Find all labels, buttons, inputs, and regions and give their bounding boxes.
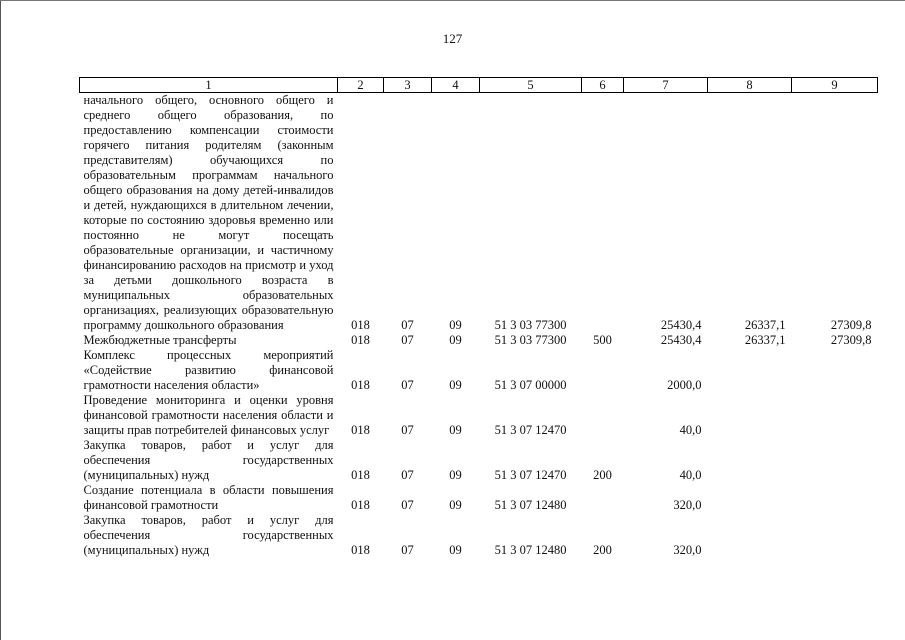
cell-razdel: 07 [401, 498, 414, 512]
row-name: Создание потенциала в области повышения финансовой грамотности [83, 483, 334, 512]
cell-amount-3: 27309,8 [830, 333, 872, 347]
table-row [80, 333, 878, 348]
column-header: 4 [432, 78, 480, 93]
cell-razdel: 07 [401, 468, 414, 482]
column-header: 2 [338, 78, 384, 93]
page-left-edge [0, 0, 1, 640]
cell-target-article: 51 3 07 12470 [494, 468, 567, 482]
row-name: Закупка товаров, работ и услуг для обеспечения государственных (муниципальных) нужд [83, 438, 334, 482]
cell-glava: 018 [351, 543, 370, 557]
cell-amount-3 [792, 513, 878, 558]
cell-amount-3 [792, 483, 878, 513]
budget-table [79, 77, 878, 558]
cell-target-article: 51 3 07 12470 [494, 423, 567, 437]
cell-glava: 018 [351, 318, 370, 332]
column-header: 8 [708, 78, 792, 93]
cell-glava: 018 [351, 333, 370, 347]
column-header: 7 [624, 78, 708, 93]
cell-amount-1: 320,0 [673, 498, 702, 512]
page-top-edge [0, 0, 905, 1]
column-header: 3 [384, 78, 432, 93]
row-name: Межбюджетные трансферты [83, 333, 237, 347]
cell-expense-type: 200 [593, 468, 612, 482]
cell-podrazdel: 09 [449, 423, 462, 437]
row-name: Комплекс процессных мероприятий «Содействие развитию финансовой грамотности населения области» [83, 348, 334, 392]
cell-amount-2 [708, 393, 792, 438]
row-name: Закупка товаров, работ и услуг для обеспечения государственных (муниципальных) нужд [83, 513, 334, 557]
cell-glava: 018 [351, 468, 370, 482]
cell-glava: 018 [351, 498, 370, 512]
cell-razdel: 07 [401, 318, 414, 332]
row-name: Проведение мониторинга и оценки уровня финансовой грамотности населения области и защиты прав потребителей финансовых услуг [83, 393, 334, 437]
cell-expense-type [582, 348, 624, 393]
cell-expense-type [582, 393, 624, 438]
cell-target-article: 51 3 07 12480 [494, 498, 567, 512]
cell-amount-2: 26337,1 [744, 318, 786, 332]
page-number: 127 [442, 31, 463, 46]
cell-expense-type [582, 483, 624, 513]
cell-podrazdel: 09 [449, 543, 462, 557]
cell-razdel: 07 [401, 378, 414, 392]
cell-podrazdel: 09 [449, 333, 462, 347]
cell-expense-type [582, 93, 624, 334]
cell-amount-3 [792, 393, 878, 438]
cell-target-article: 51 3 07 00000 [494, 378, 567, 392]
table-row [80, 483, 878, 513]
cell-amount-2 [708, 483, 792, 513]
table-row [80, 513, 878, 558]
cell-podrazdel: 09 [449, 498, 462, 512]
cell-podrazdel: 09 [449, 378, 462, 392]
cell-podrazdel: 09 [449, 318, 462, 332]
cell-target-article: 51 3 03 77300 [494, 318, 567, 332]
cell-razdel: 07 [401, 333, 414, 347]
column-header: 1 [80, 78, 338, 93]
cell-amount-3 [792, 348, 878, 393]
column-header: 5 [480, 78, 582, 93]
column-header: 6 [582, 78, 624, 93]
column-header-row [80, 78, 878, 93]
cell-expense-type: 500 [593, 333, 612, 347]
cell-amount-1: 40,0 [679, 423, 702, 437]
cell-amount-2 [708, 438, 792, 483]
cell-amount-1: 25430,4 [660, 333, 702, 347]
cell-podrazdel: 09 [449, 468, 462, 482]
cell-amount-2 [708, 348, 792, 393]
row-name: начального общего, основного общего и среднего общего образования, по предоставлению компенсации стоимости горячего питания родителям (законным представителям) обучающихся по образовательным программам начального общего образования на дому детей-инвалидов и детей, нуждающихся в длительном лечении, которые по состоянию здоровья временно или постоянно не могут посещать образовательные организации, и частичному финансированию расходов на присмотр и уход за детьми дошкольного возраста в муниципальных образовательных организациях, реализующих образовательную программу дошкольного образования [83, 93, 334, 332]
cell-glava: 018 [351, 378, 370, 392]
cell-target-article: 51 3 03 77300 [494, 333, 567, 347]
cell-amount-1: 320,0 [673, 543, 702, 557]
column-header: 9 [792, 78, 878, 93]
cell-amount-1: 25430,4 [660, 318, 702, 332]
table-row [80, 438, 878, 483]
table-row [80, 348, 878, 393]
table-row [80, 393, 878, 438]
cell-glava: 018 [351, 423, 370, 437]
cell-razdel: 07 [401, 423, 414, 437]
cell-amount-1: 40,0 [679, 468, 702, 482]
cell-amount-1: 2000,0 [667, 378, 702, 392]
cell-amount-3 [792, 438, 878, 483]
cell-expense-type: 200 [593, 543, 612, 557]
cell-amount-3: 27309,8 [830, 318, 872, 332]
cell-amount-2 [708, 513, 792, 558]
cell-target-article: 51 3 07 12480 [494, 543, 567, 557]
cell-amount-2: 26337,1 [744, 333, 786, 347]
table-row [80, 93, 878, 334]
cell-razdel: 07 [401, 543, 414, 557]
